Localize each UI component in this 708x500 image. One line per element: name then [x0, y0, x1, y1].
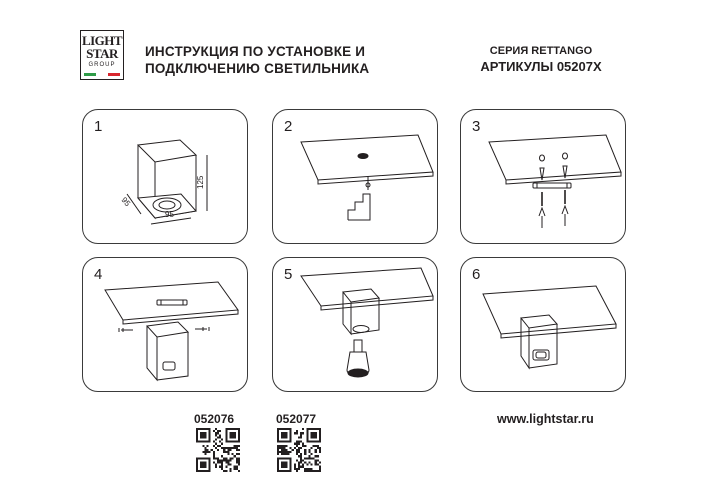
website-link[interactable]: www.lightstar.ru: [497, 412, 594, 426]
dim-width: 95: [165, 210, 174, 219]
series-name: СЕРИЯ RETTANGO: [489, 45, 593, 57]
dim-height: 125: [196, 175, 205, 189]
step-panel-4: [82, 257, 248, 392]
step-3-illustration: [461, 110, 627, 245]
step-number: 5: [284, 266, 293, 283]
brand-logo: [80, 30, 124, 80]
step-6-illustration: [461, 258, 627, 393]
dim-depth: 95: [119, 195, 133, 209]
logo-text-star: STAR: [86, 46, 118, 61]
article-code-1: 052076: [194, 412, 235, 426]
step-1-illustration: [83, 110, 249, 245]
qr-code-052076: [196, 428, 240, 472]
articles-label: АРТИКУЛЫ 05207X: [480, 59, 602, 74]
step-panel-3: [460, 109, 626, 244]
document-title: [145, 43, 369, 77]
title-line-2: ПОДКЛЮЧЕНИЮ СВЕТИЛЬНИКА: [145, 61, 370, 76]
series-block: [466, 43, 616, 75]
step-number: 1: [94, 118, 103, 135]
logo-text-group: GROUP: [88, 62, 116, 68]
step-panel-2: [272, 109, 438, 244]
logo-text-light: LIGHT: [81, 33, 123, 48]
step-number: 3: [472, 118, 481, 135]
step-2-illustration: [273, 110, 439, 245]
step-4-illustration: [83, 258, 249, 393]
qr-code-052077: [277, 428, 321, 472]
step-5-illustration: [273, 258, 439, 393]
step-number: 2: [284, 118, 293, 135]
article-code-2: 052077: [276, 412, 317, 426]
step-panel-1: [82, 109, 248, 244]
step-number: 6: [472, 266, 481, 283]
step-panel-6: [460, 257, 626, 392]
logo-flag: [84, 73, 120, 76]
step-panel-5: [272, 257, 438, 392]
step-number: 4: [94, 266, 103, 283]
title-line-1: ИНСТРУКЦИЯ ПО УСТАНОВКЕ И: [145, 44, 366, 59]
